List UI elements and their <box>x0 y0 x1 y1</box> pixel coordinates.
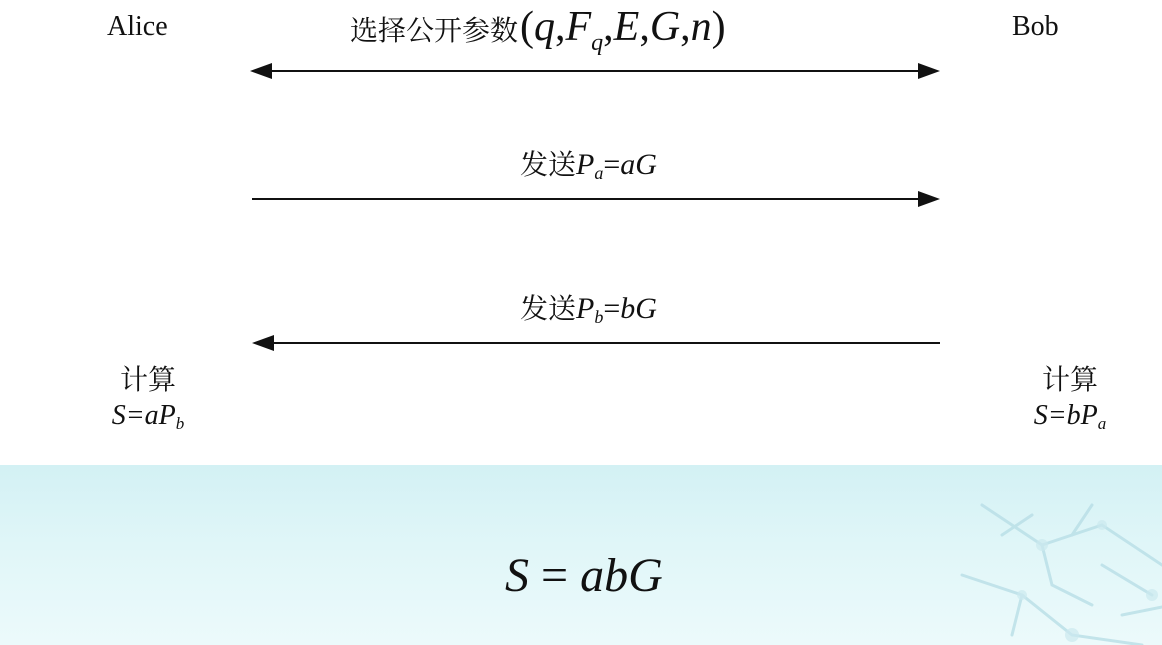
send-pa-expr: $P_a=aG$ <box>576 148 657 183</box>
send-pb-arrowhead <box>252 335 274 351</box>
alice-computation <box>88 362 208 442</box>
public-params-tuple: $(q,F_q,E,G,n)$ <box>520 4 726 56</box>
party-alice: Alice <box>107 11 168 42</box>
public-params-text: 选择公开参数 <box>350 14 519 47</box>
bob-compute-title: 计算 <box>1041 363 1098 396</box>
public-params-label <box>350 3 726 57</box>
shared-secret-result: S = abG <box>505 549 663 602</box>
bob-compute-expr: $S=bP_a$ <box>1033 400 1107 433</box>
send-pa-text: 发送 <box>520 148 577 181</box>
bob-computation <box>1010 362 1130 442</box>
alice-compute-expr: $S=aP_b$ <box>111 400 185 433</box>
send-pa-arrowhead <box>918 191 940 207</box>
send-pa-label <box>520 143 657 184</box>
party-bob: Bob <box>1012 11 1059 42</box>
frost-decoration-icon <box>922 475 1162 645</box>
public-params-arrowhead-right <box>918 63 940 79</box>
send-pb-expr: $P_b=bG$ <box>576 292 657 327</box>
send-pb-text: 发送 <box>520 292 577 325</box>
send-pb-label <box>520 287 657 328</box>
public-params-arrowhead-left <box>250 63 272 79</box>
alice-compute-title: 计算 <box>119 363 176 396</box>
